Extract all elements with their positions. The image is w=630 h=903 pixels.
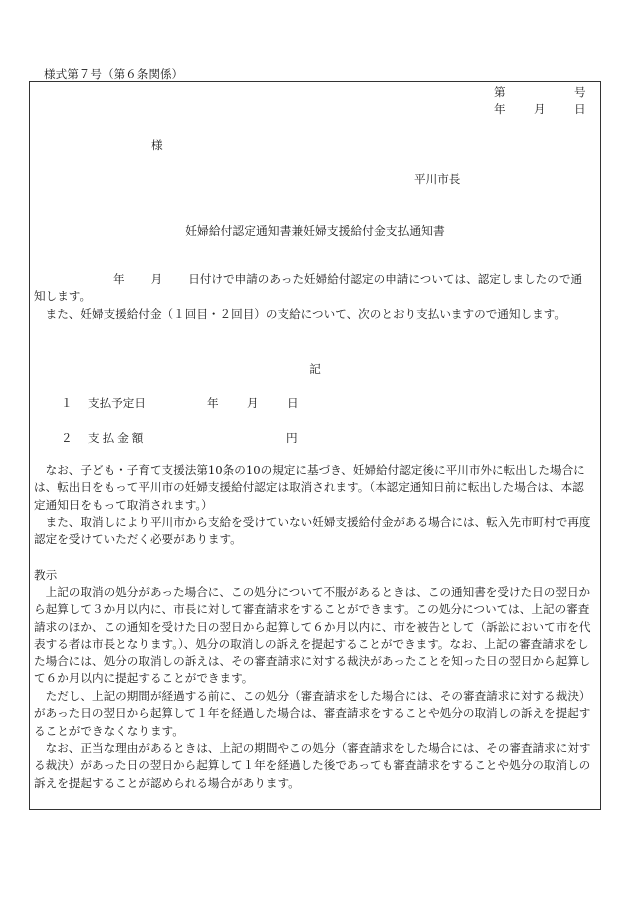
ki-heading: 記	[309, 362, 321, 376]
item1-number: １	[61, 396, 73, 410]
item2-unit: 円	[286, 431, 298, 445]
addressee-suffix: 様	[151, 138, 163, 152]
item2-label: 支払金額	[88, 431, 147, 445]
item1-day: 日	[287, 396, 299, 410]
kyoji-heading: 教示	[34, 568, 58, 582]
item1-month: 月	[247, 396, 259, 410]
intro-date-year: 年	[113, 272, 125, 286]
kyoji-paragraph-3: なお、正当な理由があるときは、上記の期間やこの処分（審査請求をした場合には、その審査請求に対する裁決）があった日の翌日から起算して１年を経過した後であっても審査請求をすることや処分の取消しの訴えを提起することが認められる場合があります。	[34, 741, 591, 790]
form-number-label: 様式第７号（第６条関係）	[44, 67, 184, 81]
issuer-name: 平川市長	[414, 172, 461, 186]
notes-paragraph-2: また、取消しにより平川市から支給を受けていない妊婦支援給付金がある場合には、転入先市町村で再度認定を受けていただく必要があります。	[34, 515, 591, 547]
item1-label: 支払予定日	[88, 396, 146, 410]
date-year: 年	[494, 102, 506, 116]
item1-year: 年	[207, 396, 219, 410]
document-title: 妊婦給付認定通知書兼妊婦支援給付金支払通知書	[185, 224, 445, 238]
number-suffix: 号	[574, 85, 586, 99]
intro-text-1: 日付けで申請のあった妊婦給付認定の申請については、認定しましたので通知します。	[34, 272, 583, 304]
notes-paragraph-1: なお、子ども・子育て支援法第10条の10の規定に基づき、妊婦給付認定後に平川市外に転出した場合には、転出日をもって平川市の妊婦支援給付認定は取消されます。（本認定通知日前に転出した場合は、本認定通知日をもって取消されます。）	[34, 463, 585, 512]
kyoji-paragraph-2: ただし、上記の期間が経過する前に、この処分（審査請求をした場合には、その審査請求に対する裁決）があった日の翌日から起算して１年を経過した場合は、審査請求をすることや処分の取消しの訴えを提起することができなくなります。	[34, 689, 591, 738]
kyoji-paragraph-1: 上記の取消の処分があった場合に、この処分について不服があるときは、この通知書を受けた日の翌日から起算して３か月以内に、市長に対して審査請求をすることができます。この処分については、上記の審査請求のほか、この通知を受けた日の翌日から起算して６か月以内に、市を被告として（訴訟において市を代表する者は市長となります。）、処分の取消しの訴えを提起することができます。なお、上記の審査請求をした場合には、処分の取消しの訴えは、その審査請求に対する裁決があったことを知った日の翌日から起算して６か月以内に提起することができます。	[34, 585, 591, 686]
date-day: 日	[574, 102, 586, 116]
intro-paragraph-2: また、妊婦支援給付金（１回目・２回目）の支給について、次のとおり支払いますので通知します。	[45, 307, 566, 321]
item2-number: ２	[61, 431, 73, 445]
number-prefix: 第	[494, 85, 506, 99]
intro-date-month: 月	[150, 272, 163, 286]
date-month: 月	[534, 102, 546, 116]
notice-frame	[29, 81, 601, 810]
intro-paragraph-1	[34, 271, 592, 306]
